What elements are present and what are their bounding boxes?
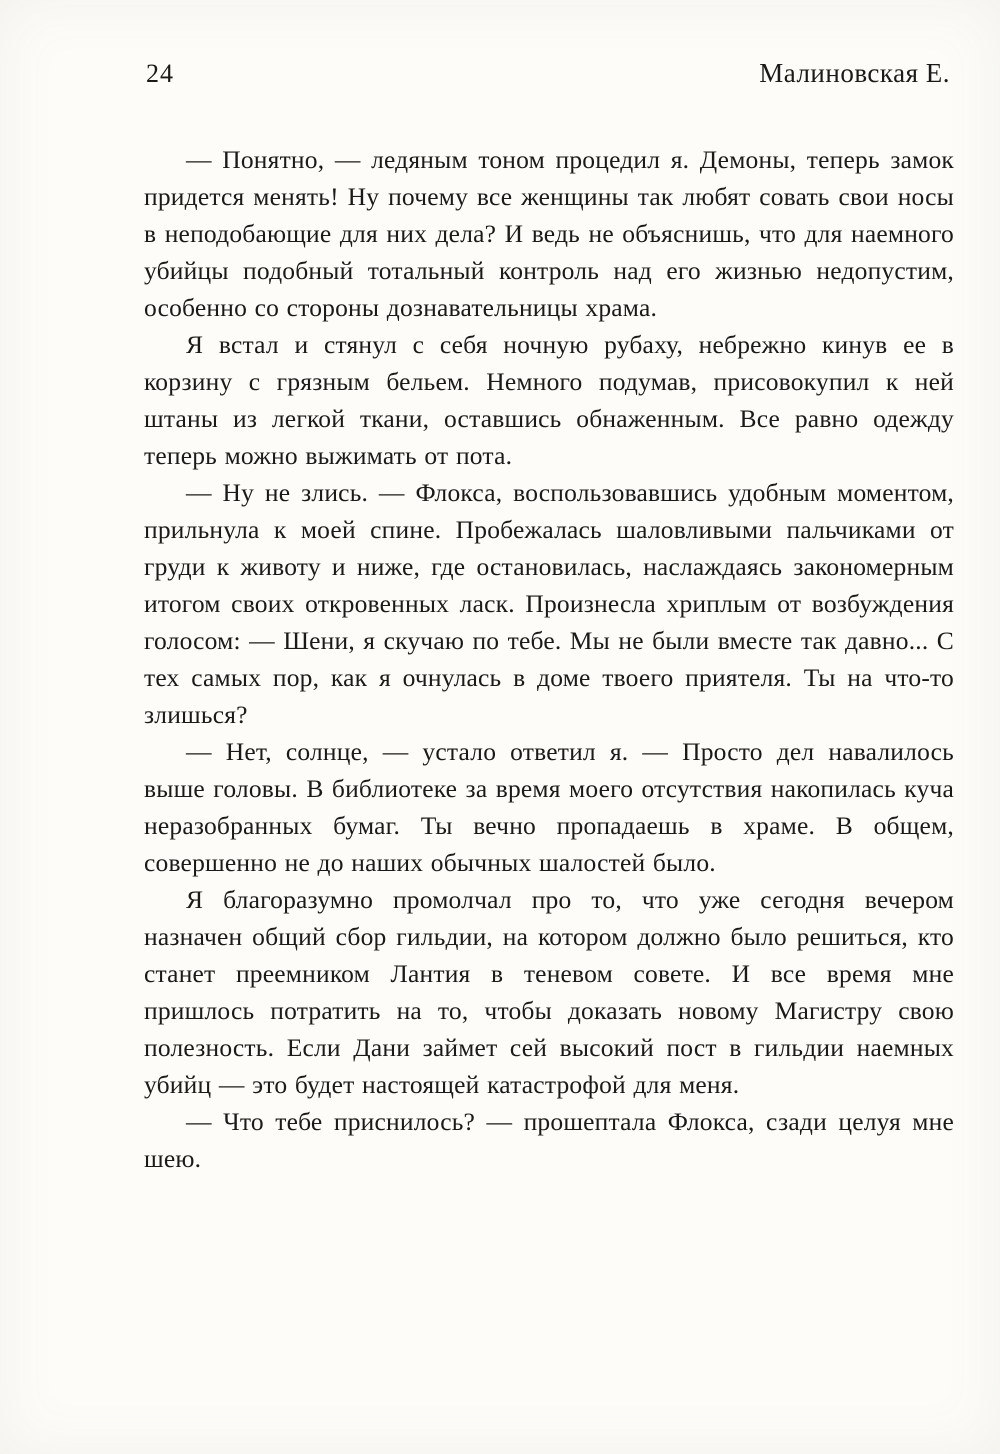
- paragraph: — Что тебе приснилось? — прошептала Флокса, сзади целуя мне шею.: [144, 1107, 954, 1173]
- paragraph: — Понятно, — ледяным тоном процедил я. Демоны, теперь замок придется менять! Ну почему все женщины так любят совать свои носы в неподобающие для них дела? И ведь не объяснишь, что для наемного убийцы подобный тотальный контроль над его жизнью недопустим, особенно со стороны дознавательницы храма.: [144, 145, 954, 322]
- paragraph: Я благоразумно промолчал про то, что уже сегодня вечером назначен общий сбор гильдии, на котором должно было решиться, кто станет преемником Лантия в теневом совете. И все время мне пришлось потратить на то, чтобы доказать новому Магистру свою полезность. Если Дани займет сей высокий пост в гильдии наемных убийц — это будет настоящей катастрофой для меня.: [144, 885, 954, 1099]
- running-head-author: Малиновская Е.: [759, 58, 950, 88]
- paragraph: Я встал и стянул с себя ночную рубаху, небрежно кинув ее в корзину с грязным бельем. Немного подумав, присовокупил к ней штаны из легкой ткани, оставшись обнаженным. Все равно одежду теперь можно выжимать от пота.: [144, 330, 954, 470]
- paragraph: — Нет, солнце, — устало ответил я. — Просто дел навалилось выше головы. В библиотеке за время моего отсутствия накопилась куча неразобранных бумаг. Ты вечно пропадаешь в храме. В общем, совершенно не до наших обычных шалостей было.: [144, 737, 954, 877]
- paragraph: — Ну не злись. — Флокса, воспользовавшись удобным моментом, прильнула к моей спине. Пробежалась шаловливыми пальчиками от груди к животу и ниже, где остановилась, наслаждаясь закономерным итогом своих откровенных ласк. Произнесла хриплым от возбуждения голосом: — Шени, я скучаю по тебе. Мы не были вместе так давно... С тех самых пор, как я очнулась в доме твоего приятеля. Ты на что-то злишься?: [144, 478, 954, 729]
- running-header: [144, 58, 952, 89]
- text-block: [144, 141, 954, 1177]
- page-number: 24: [146, 59, 174, 88]
